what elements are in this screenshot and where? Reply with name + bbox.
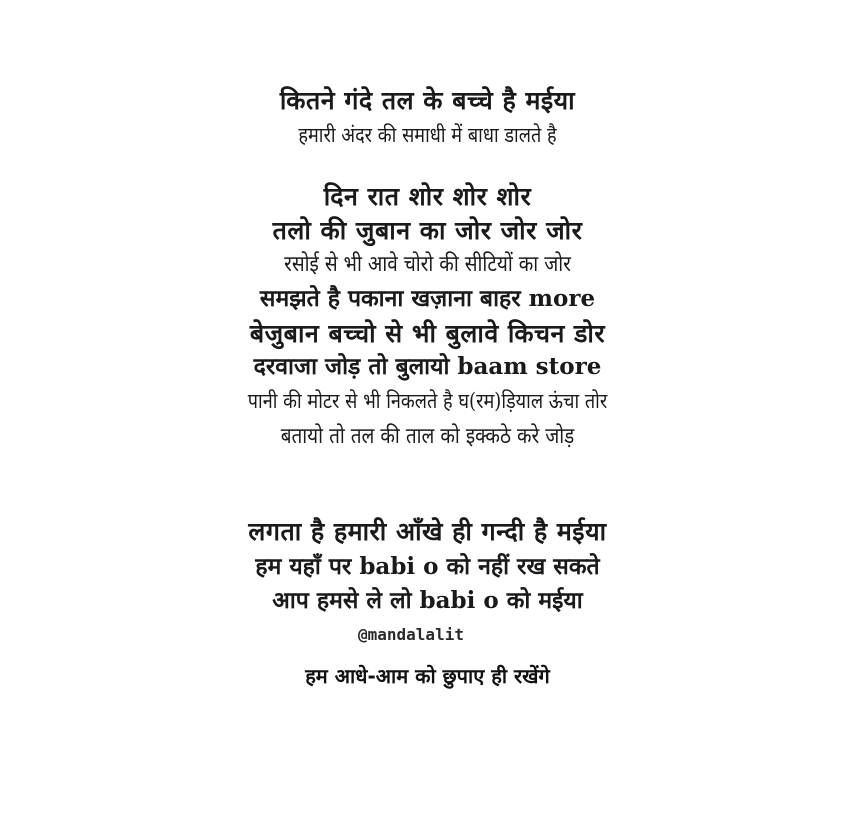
poem-line: आप हमसे ले लो babi o को मईया xyxy=(272,587,583,614)
poem-line: तलो की जुबान का जोर जोर जोर xyxy=(272,216,583,245)
poem-line: कितने गंदे तल के बच्चे है मईया xyxy=(279,86,576,115)
poem-line: पानी की मोटर से भी निकलते है घ(रम)ड़ियाल ऊंचा तोर xyxy=(247,389,608,413)
poem-line: रसोई से भी आवे चोरो की सीटियों का जोर xyxy=(284,252,571,277)
poem-line: हमारी अंदर की समाधी में बाधा डालते है xyxy=(298,123,557,147)
poem-line: बेजुबान बच्चो से भी बुलावे किचन डोर xyxy=(249,319,606,348)
poem-line: लगता है हमारी आँखे ही गन्दी है मईया xyxy=(248,517,607,546)
poem-line: समझते है पकाना खज़ाना बाहर more xyxy=(259,285,596,312)
poem-line: बतायो तो तल की ताल को इक्कठे करे जोड़ xyxy=(280,424,575,449)
poem-line: दरवाजा जोड़ तो बुलायो baam store xyxy=(253,353,602,380)
poem-line: दिन रात शोर शोर शोर xyxy=(323,182,532,211)
author-handle: @mandalalit xyxy=(358,625,464,644)
closing-line: हम आधे-आम को छुपाए ही रखेंगे xyxy=(305,664,550,688)
poem-line: हम यहाँ पर babi o को नहीं रख सकते xyxy=(255,553,600,580)
